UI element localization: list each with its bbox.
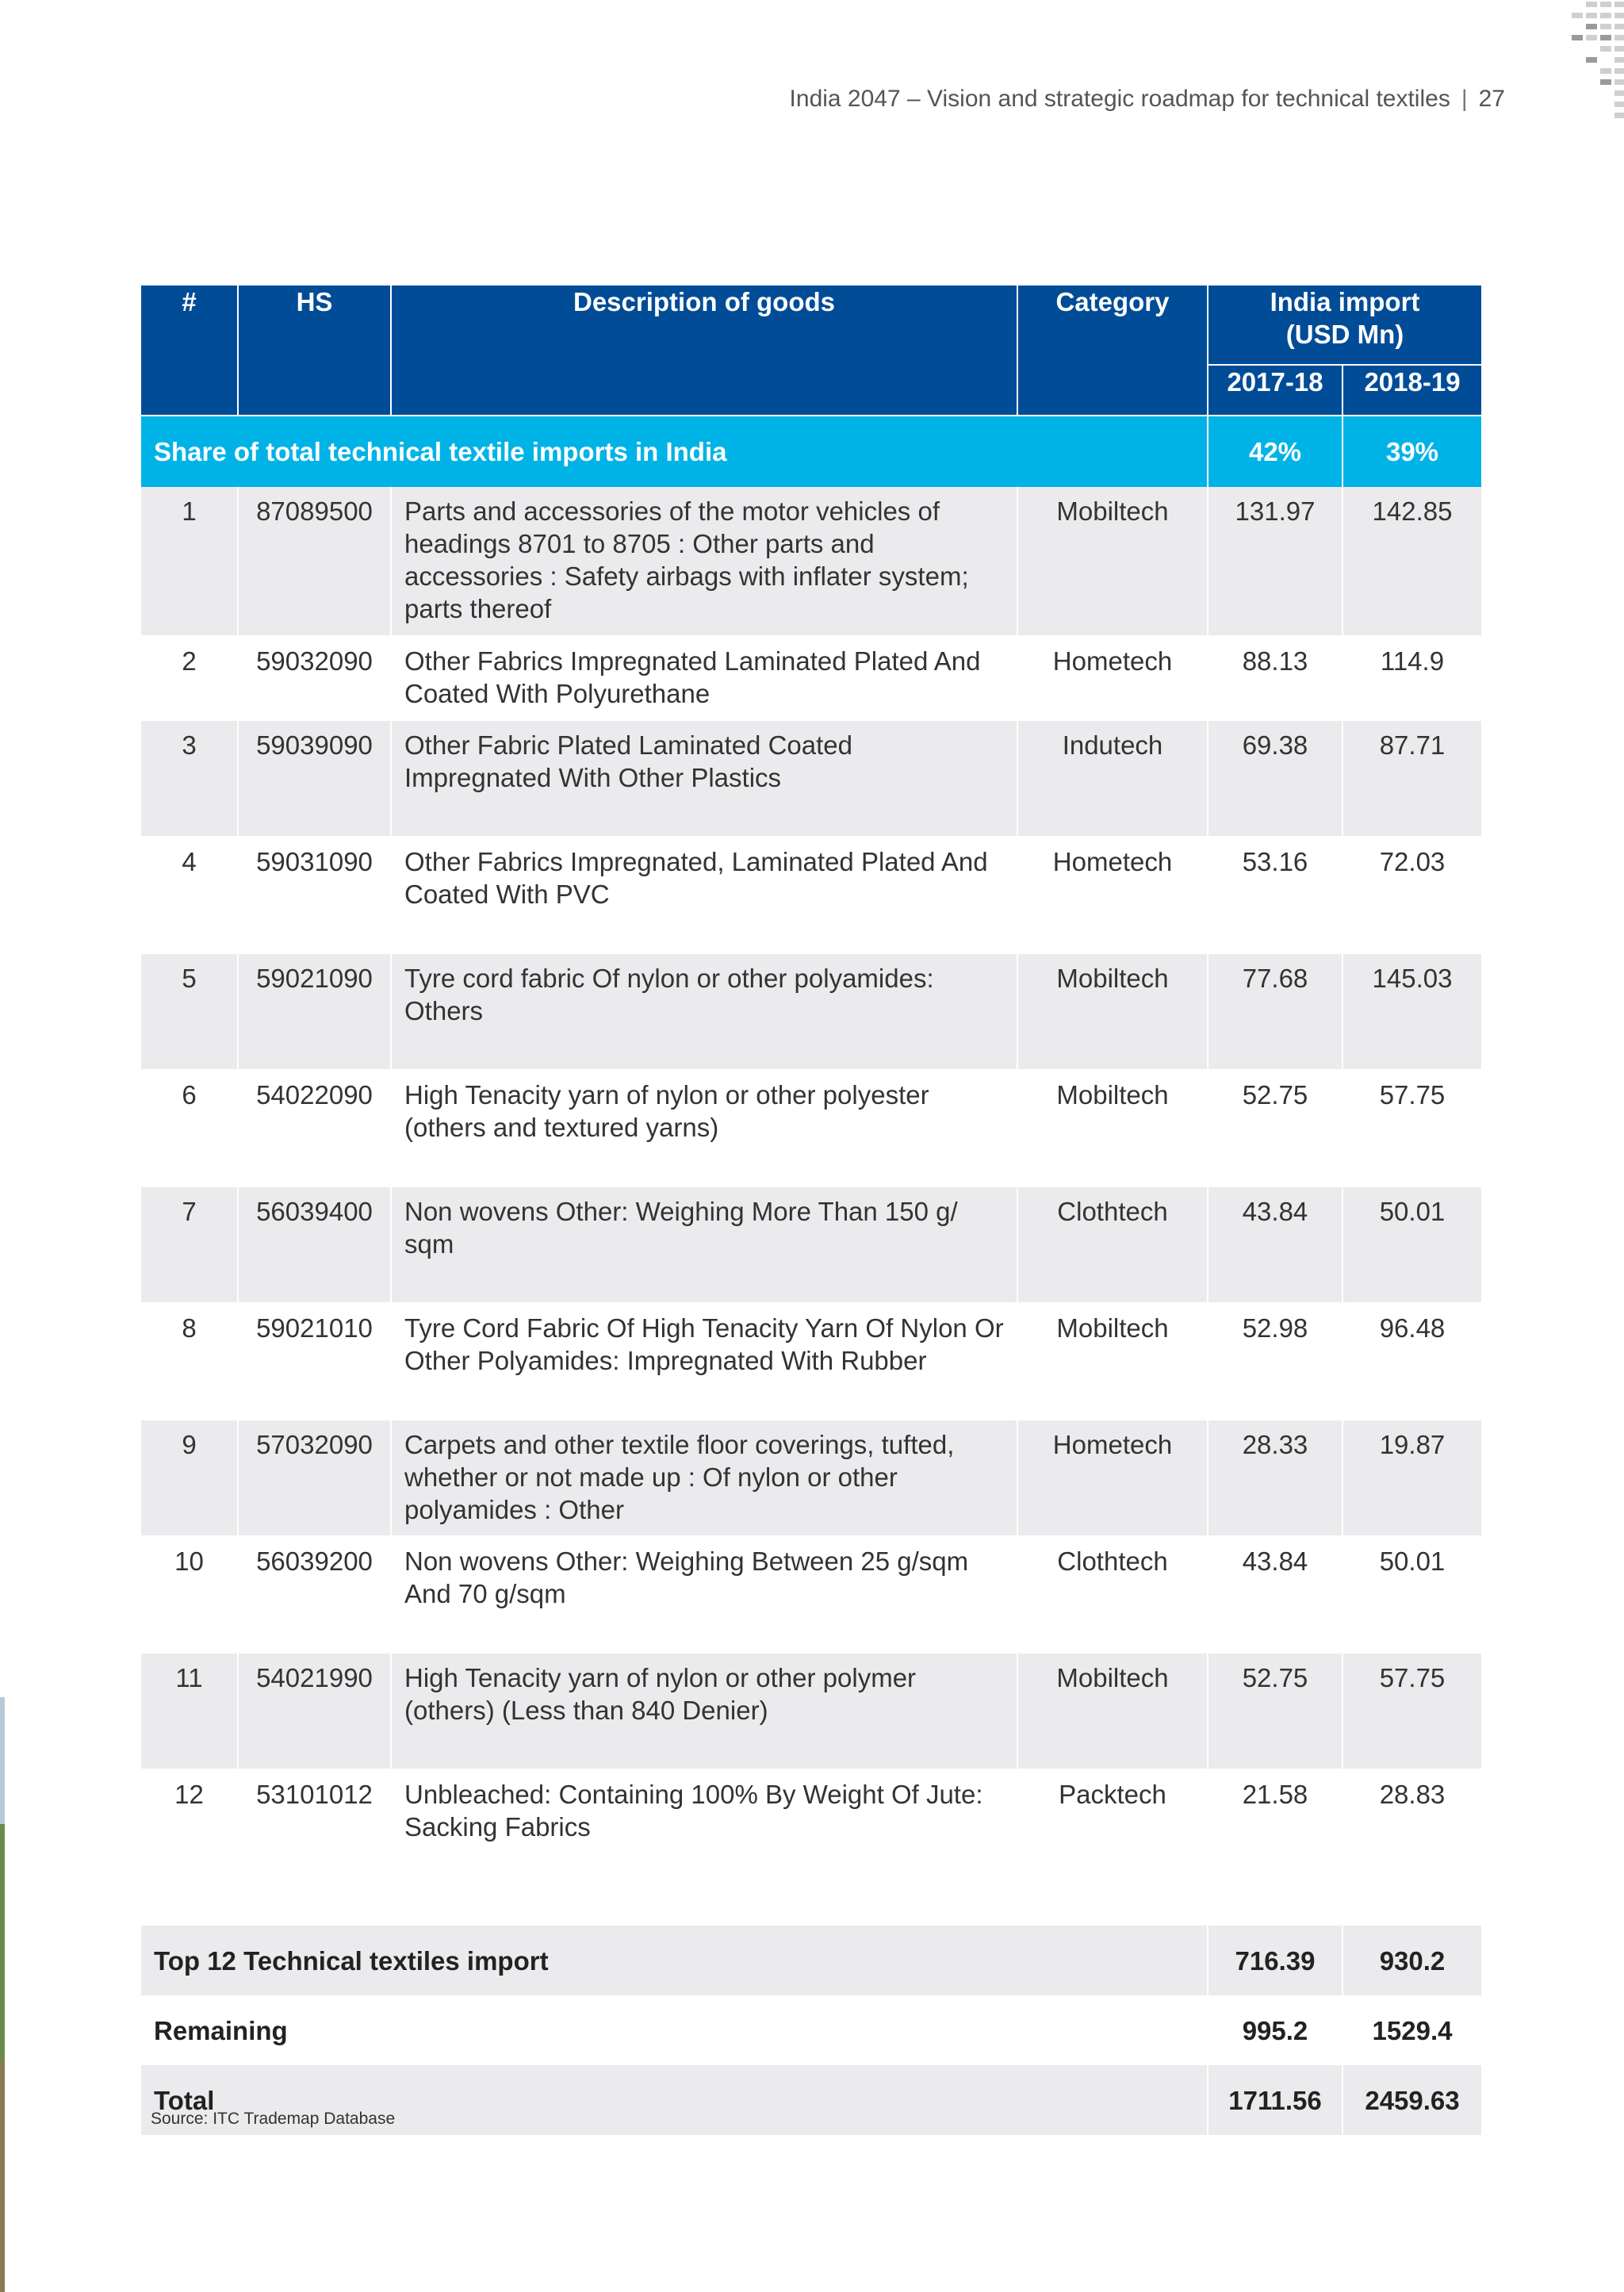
row-import-year1: 88.13 — [1208, 636, 1342, 720]
table-row — [141, 1769, 1481, 1886]
row-number: 3 — [141, 720, 238, 837]
row-description: Other Fabrics Impregnated, Laminated Plated And Coated With PVC — [391, 837, 1017, 953]
row-hs-code: 59039090 — [238, 720, 391, 837]
technical-textiles-import-table — [141, 286, 1481, 2135]
row-import-year2: 87.71 — [1342, 720, 1481, 837]
row-hs-code: 59021010 — [238, 1303, 391, 1420]
row-category: Mobiltech — [1017, 1653, 1208, 1769]
col-header-year2: 2018-19 — [1342, 365, 1481, 416]
row-description: Non wovens Other: Weighing Between 25 g/sqm And 70 g/sqm — [391, 1536, 1017, 1653]
total-year1: 1711.56 — [1208, 2065, 1342, 2135]
row-hs-code: 54022090 — [238, 1070, 391, 1186]
total-year2: 2459.63 — [1342, 2065, 1481, 2135]
row-number: 7 — [141, 1186, 238, 1303]
row-import-year1: 52.75 — [1208, 1070, 1342, 1186]
row-description: Carpets and other textile floor coverings, tufted, whether or not made up : Of nylon or other polyamides : Other — [391, 1420, 1017, 1536]
row-hs-code: 59021090 — [238, 953, 391, 1070]
row-hs-code: 87089500 — [238, 487, 391, 636]
table-row — [141, 1420, 1481, 1536]
row-category: Hometech — [1017, 636, 1208, 720]
row-import-year2: 57.75 — [1342, 1070, 1481, 1186]
row-description: Parts and accessories of the motor vehicles of headings 8701 to 8705 : Other parts and accessories : Safety airbags with inflater system; parts thereof — [391, 487, 1017, 636]
table-row — [141, 636, 1481, 720]
row-import-year1: 21.58 — [1208, 1769, 1342, 1886]
row-description: Tyre Cord Fabric Of High Tenacity Yarn Of Nylon Or Other Polyamides: Impregnated With Rubber — [391, 1303, 1017, 1420]
row-import-year2: 57.75 — [1342, 1653, 1481, 1769]
row-description: Non wovens Other: Weighing More Than 150 g/ sqm — [391, 1186, 1017, 1303]
row-import-year1: 53.16 — [1208, 837, 1342, 953]
row-import-year2: 50.01 — [1342, 1536, 1481, 1653]
total-label: Top 12 Technical textiles import — [141, 1926, 1208, 1995]
row-import-year1: 52.98 — [1208, 1303, 1342, 1420]
row-number: 4 — [141, 837, 238, 953]
share-label: Share of total technical textile imports in India — [141, 416, 1208, 487]
row-category: Mobiltech — [1017, 953, 1208, 1070]
row-number: 10 — [141, 1536, 238, 1653]
total-label: Remaining — [141, 1995, 1208, 2065]
row-import-year1: 28.33 — [1208, 1420, 1342, 1536]
row-category: Clothtech — [1017, 1186, 1208, 1303]
col-header-year1: 2017-18 — [1208, 365, 1342, 416]
row-hs-code: 57032090 — [238, 1420, 391, 1536]
row-category: Mobiltech — [1017, 1070, 1208, 1186]
row-import-year2: 72.03 — [1342, 837, 1481, 953]
row-description: Other Fabrics Impregnated Laminated Plated And Coated With Polyurethane — [391, 636, 1017, 720]
table-row — [141, 1303, 1481, 1420]
row-import-year2: 19.87 — [1342, 1420, 1481, 1536]
row-number: 1 — [141, 487, 238, 636]
row-category: Hometech — [1017, 837, 1208, 953]
left-edge-strip — [0, 1697, 5, 2292]
table-row — [141, 1653, 1481, 1769]
table-row — [141, 1070, 1481, 1186]
row-category: Packtech — [1017, 1769, 1208, 1886]
header-separator: | — [1461, 86, 1468, 112]
row-hs-code: 59031090 — [238, 837, 391, 953]
row-description: Other Fabric Plated Laminated Coated Impregnated With Other Plastics — [391, 720, 1017, 837]
row-import-year1: 52.75 — [1208, 1653, 1342, 1769]
share-year2: 39% — [1342, 416, 1481, 487]
row-category: Hometech — [1017, 1420, 1208, 1536]
row-description: Unbleached: Containing 100% By Weight Of Jute: Sacking Fabrics — [391, 1769, 1017, 1886]
row-description: High Tenacity yarn of nylon or other polyester (others and textured yarns) — [391, 1070, 1017, 1186]
row-import-year2: 114.9 — [1342, 636, 1481, 720]
row-category: Indutech — [1017, 720, 1208, 837]
row-import-year1: 69.38 — [1208, 720, 1342, 837]
row-import-year2: 145.03 — [1342, 953, 1481, 1070]
table-row — [141, 1186, 1481, 1303]
row-hs-code: 54021990 — [238, 1653, 391, 1769]
col-header-hs: HS — [238, 286, 391, 416]
col-header-import-group: India import (USD Mn) — [1208, 286, 1481, 365]
row-category: Mobiltech — [1017, 487, 1208, 636]
row-number: 6 — [141, 1070, 238, 1186]
row-number: 2 — [141, 636, 238, 720]
row-number: 5 — [141, 953, 238, 1070]
row-hs-code: 53101012 — [238, 1769, 391, 1886]
row-number: 12 — [141, 1769, 238, 1886]
row-import-year2: 96.48 — [1342, 1303, 1481, 1420]
share-row — [141, 416, 1481, 487]
header-title: India 2047 – Vision and strategic roadmap for technical textiles — [789, 86, 1450, 112]
row-import-year1: 77.68 — [1208, 953, 1342, 1070]
running-header — [790, 86, 1505, 113]
row-import-year1: 131.97 — [1208, 487, 1342, 636]
total-label: Total — [141, 2065, 1208, 2135]
table-row — [141, 837, 1481, 953]
total-year1: 995.2 — [1208, 1995, 1342, 2065]
col-header-category: Category — [1017, 286, 1208, 416]
row-import-year1: 43.84 — [1208, 1536, 1342, 1653]
row-import-year2: 50.01 — [1342, 1186, 1481, 1303]
total-year1: 716.39 — [1208, 1926, 1342, 1995]
row-category: Clothtech — [1017, 1536, 1208, 1653]
table-row — [141, 953, 1481, 1070]
total-row-remaining — [141, 1995, 1481, 2065]
total-year2: 1529.4 — [1342, 1995, 1481, 2065]
row-hs-code: 56039400 — [238, 1186, 391, 1303]
row-hs-code: 56039200 — [238, 1536, 391, 1653]
table-row — [141, 720, 1481, 837]
table-row — [141, 1536, 1481, 1653]
source-note: Source: ITC Trademap Database — [151, 2110, 396, 2128]
page-number: 27 — [1478, 86, 1505, 112]
total-row-top12 — [141, 1926, 1481, 1995]
col-header-num: # — [141, 286, 238, 416]
row-number: 9 — [141, 1420, 238, 1536]
col-header-description: Description of goods — [391, 286, 1017, 416]
row-category: Mobiltech — [1017, 1303, 1208, 1420]
row-import-year1: 43.84 — [1208, 1186, 1342, 1303]
table-row — [141, 487, 1481, 636]
data-rows — [141, 487, 1481, 1886]
corner-dot-pattern — [1521, 0, 1624, 135]
row-number: 11 — [141, 1653, 238, 1769]
row-hs-code: 59032090 — [238, 636, 391, 720]
row-description: Tyre cord fabric Of nylon or other polyamides: Others — [391, 953, 1017, 1070]
share-year1: 42% — [1208, 416, 1342, 487]
row-description: High Tenacity yarn of nylon or other polymer (others) (Less than 840 Denier) — [391, 1653, 1017, 1769]
row-number: 8 — [141, 1303, 238, 1420]
row-import-year2: 28.83 — [1342, 1769, 1481, 1886]
total-year2: 930.2 — [1342, 1926, 1481, 1995]
row-import-year2: 142.85 — [1342, 487, 1481, 636]
